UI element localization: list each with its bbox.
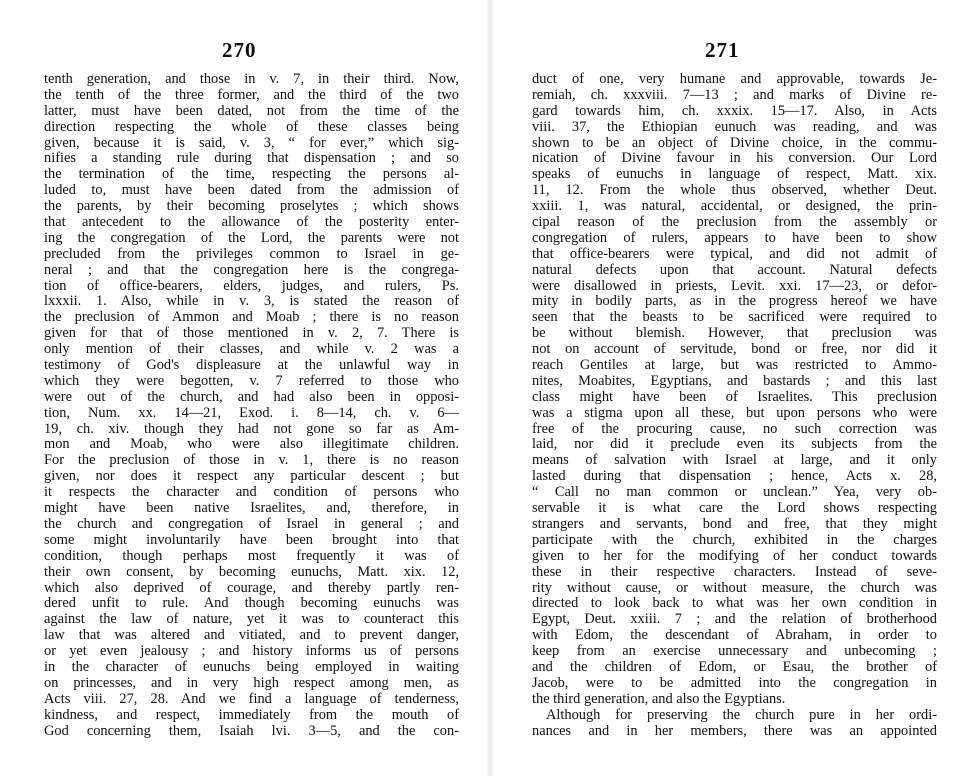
text-line: which they were begotten, v. 7 referred to those who xyxy=(44,372,459,389)
text-line: mon and Moab, who were also illegitimate children. xyxy=(44,436,459,453)
text-line: given for that of those mentioned in v. 2, 7. There is xyxy=(44,325,459,342)
text-line: kindness, and respect, immediately from the mouth of xyxy=(44,706,459,723)
text-line: some might involuntarily have been brought into that xyxy=(44,531,459,548)
text-line: which also deprived of courage, and thereby partly ren- xyxy=(44,579,459,596)
text-line: ing the congregation of the Lord, the parents were not xyxy=(44,229,459,246)
text-line: viii. 37, the Ethiopian eunuch was reading, and was xyxy=(532,118,937,135)
text-line: Egypt, Deut. xxiii. 7 ; and the relation of brotherhood xyxy=(532,611,937,628)
text-line: 11, 12. From the whole thus observed, whether Deut. xyxy=(532,182,937,199)
text-line: it respects the character and condition of persons who xyxy=(44,484,459,501)
page-text xyxy=(44,72,459,739)
text-line: might have been native Israelites, and, therefore, in xyxy=(44,500,459,517)
text-line: shown to be an object of Divine choice, in the commu- xyxy=(532,134,937,151)
text-line: reach Gentiles at large, but was restricted to Ammo- xyxy=(532,357,937,374)
text-line: direction respecting the whole of these classes being xyxy=(44,118,459,135)
text-line: latter, must have been dated, not from the time of the xyxy=(44,102,459,119)
text-line: speaks of eunuchs in language of respect, Matt. xix. xyxy=(532,166,937,183)
text-line: duct of one, very humane and approvable, towards Je- xyxy=(532,71,937,87)
text-line: servable it is what care the Lord shows respecting xyxy=(532,500,937,517)
text-line: the tenth of the three former, and the third of the two xyxy=(44,86,459,103)
right-page xyxy=(490,0,980,776)
text-line: xxiii. 1, was natural, accidental, or designed, the prin- xyxy=(532,198,937,215)
text-line: strangers and servants, bond and free, that they might xyxy=(532,515,937,532)
text-line: remiah, ch. xxxviii. 7—13 ; and marks of Divine re- xyxy=(532,86,937,103)
text-line: given, because it is said, v. 3, “ for ever,” which sig- xyxy=(44,134,459,151)
text-line: keep from an exercise unnecessary and unbecoming ; xyxy=(532,643,937,660)
text-line: mity in bodily parts, as in the progress hereof we have xyxy=(532,293,937,310)
page-number: 270 xyxy=(222,38,257,62)
text-line: were disallowed in priests, Levit. xxi. 17—23, or defor- xyxy=(532,277,937,294)
text-line: Acts viii. 27, 28. And we find a language of tenderness, xyxy=(44,690,459,707)
text-line: natural defects upon that account. Natural defects xyxy=(532,261,937,278)
text-line: not on account of servitude, bond or free, nor did it xyxy=(532,341,937,358)
text-line: with Edom, the descendant of Abraham, in order to xyxy=(532,627,937,644)
text-line: class might have been of Israelites. This preclusion xyxy=(532,388,937,405)
text-line: congregation of rulers, appears to have been to show xyxy=(532,229,937,246)
text-line: given to her for the modifying of her conduct towards xyxy=(532,547,937,564)
text-line: free of the procuring cause, no such correction was xyxy=(532,420,937,437)
text-line: directed to look back to what was her own condition in xyxy=(532,595,937,612)
text-line: cipal reason of the preclusion from the assembly or xyxy=(532,214,937,231)
text-line: were out of the church, and had also been in opposi- xyxy=(44,388,459,405)
text-line: or yet even jealousy ; and history informs us of persons xyxy=(44,643,459,660)
text-line: in the character of eunuchs being employed in waiting xyxy=(44,658,459,675)
text-line: nifies a standing rule during that dispensation ; and so xyxy=(44,150,459,167)
text-line: lasted during that dispensation ; hence, Acts x. 28, xyxy=(532,468,937,485)
text-line: the third generation, and also the Egyptians. xyxy=(532,690,786,707)
text-line: given, nor does it respect any particular descent ; but xyxy=(44,468,459,485)
text-line: nances and in her members, there was an appointed xyxy=(532,722,937,739)
text-line: means of salvation with Israel at large, and it only xyxy=(532,452,937,469)
text-line: gard towards him, ch. xxxix. 15—17. Also, in Acts xyxy=(532,102,937,119)
page-text xyxy=(532,72,937,739)
text-line: seen that the beasts to be sacrificed were required to xyxy=(532,309,937,326)
text-line: For the preclusion of those in v. 1, there is no reason xyxy=(44,452,459,469)
text-line: lxxxii. 1. Also, while in v. 3, is stated the reason of xyxy=(44,293,459,310)
text-line: law that was altered and vitiated, and to prevent danger, xyxy=(44,627,459,644)
text-line: neral ; and that the congregation here is the congrega- xyxy=(44,261,459,278)
text-line: their own consent, by becoming eunuchs, Matt. xix. 12, xyxy=(44,563,459,580)
text-line: dered unfit to rule. And though becoming eunuchs was xyxy=(44,595,459,612)
text-line: be without blemish. However, that preclusion was xyxy=(532,325,937,342)
text-line: the termination of the time, respecting the persons al- xyxy=(44,166,459,183)
text-line: on princesses, and in very high respect among men, as xyxy=(44,674,459,691)
text-line: that office-bearers were typical, and did not admit of xyxy=(532,245,937,262)
text-line: the preclusion of Ammon and Moab ; there is no reason xyxy=(44,309,459,326)
text-line: Jacob, were to be admitted into the congregation in xyxy=(532,674,937,691)
text-line: 19, ch. xiv. though they had not gone so far as Am- xyxy=(44,420,459,437)
text-line: participate with the church, exhibited in the charges xyxy=(532,531,937,548)
text-line: laid, nor did it preclude even its subjects from the xyxy=(532,436,937,453)
text-line: testimony of God's displeasure at the unlawful way in xyxy=(44,357,459,374)
text-line: precluded from the privileges common to Israel in ge- xyxy=(44,245,459,262)
text-line: tenth generation, and those in v. 7, in their third. Now, xyxy=(44,71,459,87)
text-line: Although for preserving the church pure in her ordi- xyxy=(546,706,937,723)
text-line: against the law of nature, yet it was to counteract this xyxy=(44,611,459,628)
page-number: 271 xyxy=(705,38,740,62)
text-line: and the children of Edom, or Esau, the brother of xyxy=(532,658,937,675)
text-line: that antecedent to the allowance of the posterity enter- xyxy=(44,214,459,231)
text-line: these in their respective characters. Instead of seve- xyxy=(532,563,937,580)
text-line: nites, Moabites, Egyptians, and bastards ; and this last xyxy=(532,372,937,389)
text-line: tion, Num. xx. 14—21, Exod. i. 8—14, ch. v. 6— xyxy=(44,404,459,421)
text-line: the church and congregation of Israel in general ; and xyxy=(44,515,459,532)
text-line: “ Call no man common or unclean.” Yea, very ob- xyxy=(532,484,937,501)
text-line: nication of Divine favour in his conversion. Our Lord xyxy=(532,150,937,167)
text-line: rity without cause, or without measure, the church was xyxy=(532,579,937,596)
text-line: condition, though perhaps most frequently it was of xyxy=(44,547,459,564)
text-line: only mention of their classes, and while v. 2 was a xyxy=(44,341,459,358)
text-line: luded to, must have been dated from the admission of xyxy=(44,182,459,199)
text-line: the parents, by their becoming proselytes ; which shows xyxy=(44,198,459,215)
text-line: was a stigma upon all these, but upon persons who were xyxy=(532,404,937,421)
text-line: tion of office-bearers, elders, judges, and rulers, Ps. xyxy=(44,277,459,294)
text-line: God concerning them, Isaiah lvi. 3—5, and the con- xyxy=(44,722,459,739)
